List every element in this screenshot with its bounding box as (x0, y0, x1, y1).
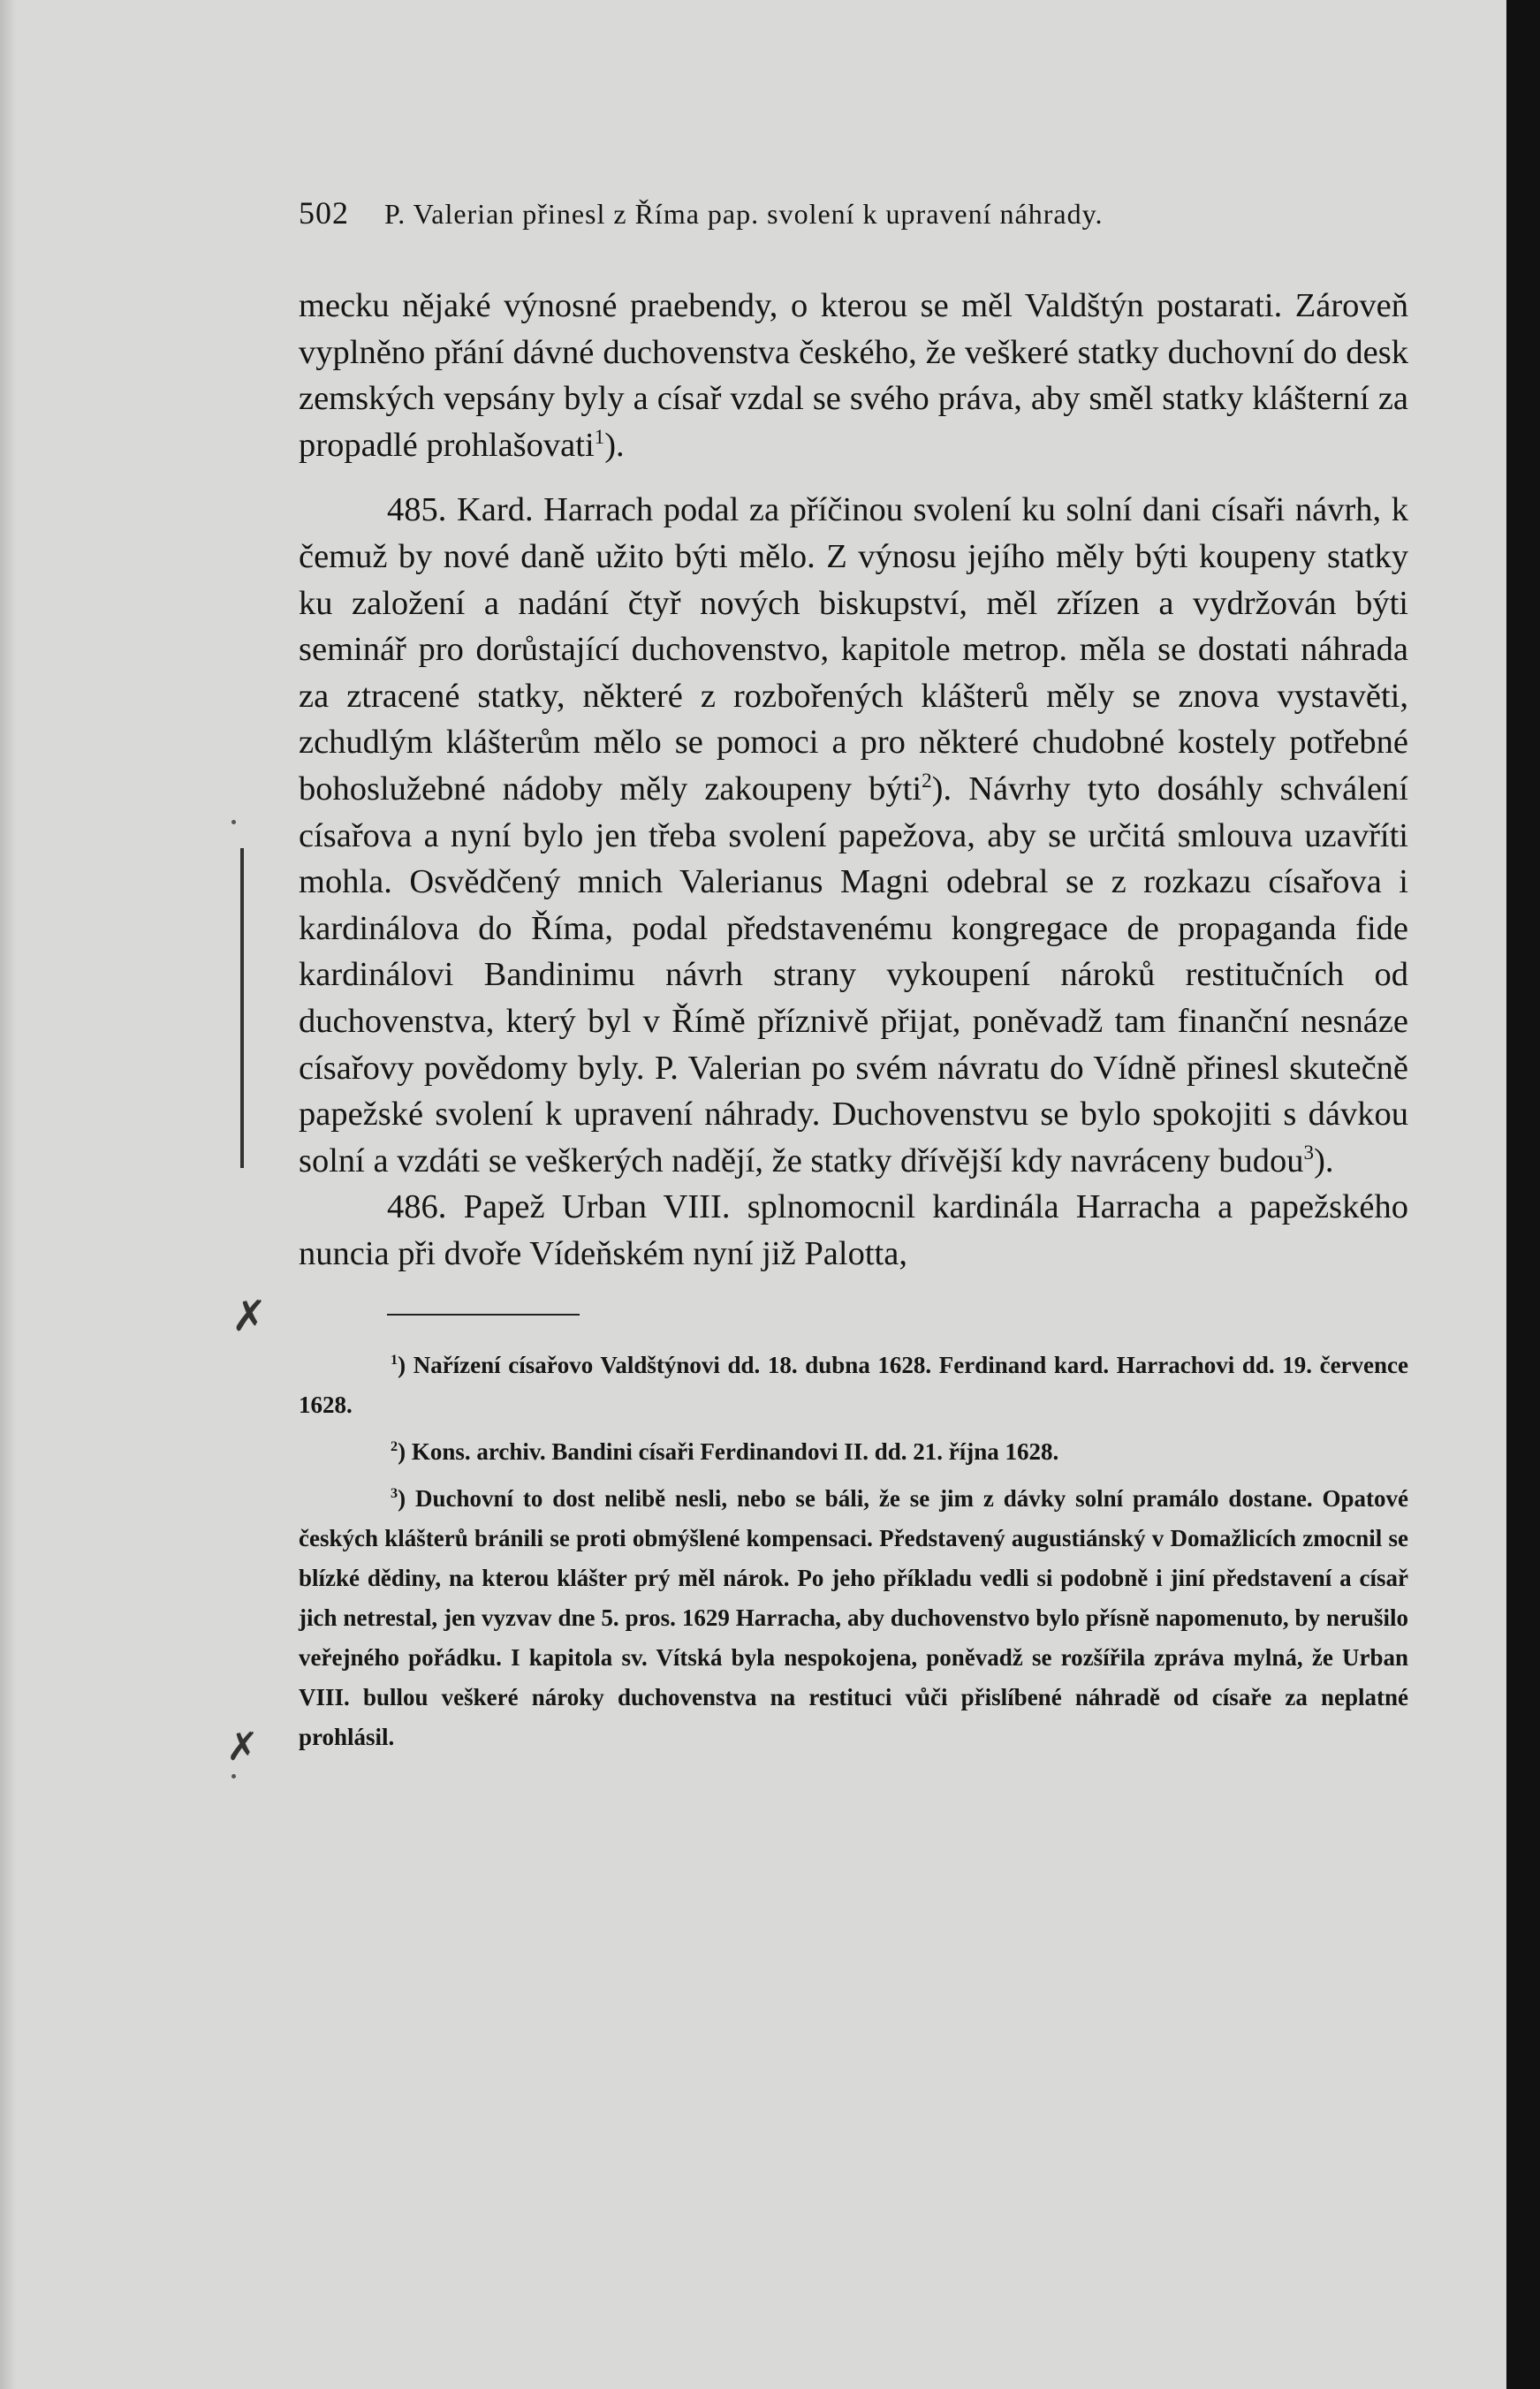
paragraph-text: 485. Kard. Harrach podal za příčinou svolení ku solní dani císaři návrh, k čemuž by nové daně užito býti mělo. Z výnosu jejího měly býti koupeny statky ku založení a nadání čtyř nových biskupství, měl zřízen a vydržován býti seminář pro dorůstající duchovenstvo, kapitole metrop. měla se dostati náhrada za ztracené statky, některé z rozbořených klášterů měly se znova vystavěti, zchudlým klášterům mělo se pomoci a pro některé chudobné kostely potřebné bohoslužebné nádoby měly zakoupeny býti (299, 491, 1408, 808)
closing-punctuation: ). (1314, 1141, 1334, 1179)
scan-border-right (1506, 0, 1540, 2389)
page-content (299, 194, 1408, 1757)
paragraph-text: Návrhy tyto dosáhly schválení císařova a nyní bylo jen třeba svolení papežova, aby se určitá smlouva uzavříti mohla. Osvědčený mnich Valerianus Magni odebral se z rozkazu císařova i kardinálova do Říma, podal představenému kongregace de propaganda fide kardinálovi Bandinimu návrh strany vykoupení nároků restitučních od duchovenstva, který byl v Římě příznivě přijat, poněvadž tam finanční nesnáze císařovy povědomy byly. P. Valerian po svém návratu do Vídně přinesl skutečně papežské svolení k upravení náhrady. Duchovenstvu se bylo spokojiti s dávkou solní a vzdáti se veškerých nadějí, že statky dřívější kdy navráceny budou (299, 770, 1409, 1179)
paragraph-text: mecku nějaké výnosné praebendy, o kterou se měl Valdštýn postarati. Zároveň vyplněno přání dávné duchovenstva českého, že veškeré statky duchovní do desk zemských vepsány byly a císař vzdal se svého práva, aby směl statky klášterní za propadlé prohlašovati (299, 287, 1408, 464)
footnote-2 (299, 1432, 1408, 1472)
margin-cross-mark: ✗ (226, 1725, 259, 1770)
margin-dot (231, 1774, 236, 1778)
footnote-paren: ) (398, 1438, 406, 1466)
running-title: P. Valerian přinesl z Říma pap. svolení k upravení náhrady. (384, 198, 1104, 230)
page-left-edge (0, 0, 16, 2389)
footnote-number: 1 (391, 1352, 398, 1369)
running-header (299, 194, 1408, 244)
body-text (299, 283, 1408, 1277)
footnote-paren: ) (398, 1485, 406, 1513)
margin-pencil-line (240, 848, 244, 1168)
footnote-1 (299, 1346, 1408, 1425)
paragraph-continuation (299, 283, 1408, 468)
footnote-text: Nařízení císařovo Valdštýnovi dd. 18. dubna 1628. Ferdinand kard. Harrachovi dd. 19. července 1628. (299, 1352, 1409, 1419)
paragraph-485 (299, 487, 1408, 1184)
footnotes (299, 1346, 1408, 1757)
footnote-ref: 3 (1303, 1140, 1315, 1164)
footnote-number: 2 (391, 1438, 398, 1455)
closing-punctuation: ). (604, 426, 625, 464)
footnote-paren: ) (398, 1352, 406, 1379)
closing-punctuation: ). (931, 770, 952, 808)
footnote-text: Kons. archiv. Bandini císaři Ferdinandovi II. dd. 21. října 1628. (411, 1438, 1059, 1466)
footnote-ref: 2 (922, 769, 932, 793)
footnote-divider (387, 1314, 580, 1316)
footnote-3 (299, 1479, 1408, 1757)
footnote-number: 3 (391, 1485, 398, 1502)
paragraph-486: 486. Papež Urban VIII. splnomocnil kardinála Harracha a papežského nuncia při dvoře Vídeňském nyní již Palotta, (299, 1188, 1408, 1272)
footnote-ref: 1 (594, 424, 605, 448)
footnote-text: Duchovní to dost nelibě nesli, nebo se báli, že se jim z dávky solní pramálo dostane. Opatové českých klášterů bránili se proti obmýšlené kompensaci. Představený augustiánský v Domažlicích zmocnil se blízké dědiny, na kterou klášter prý měl nárok. Po jeho příkladu vedli si podobně i jiní představení a císař jich netrestal, jen vyzvav dne 5. pros. 1629 Harracha, aby duchovenstvo bylo přísně napomenuto, by nerušilo veřejného pořádku. I kapitola sv. Vítská byla nespokojena, poněvadž se rozšířila zpráva mylná, že Urban VIII. bullou veškeré nároky duchovenstva na restituci vůči přislíbené náhradě od císaře za neplatné prohlásil. (299, 1485, 1408, 1751)
margin-dot (231, 820, 236, 824)
margin-cross-mark: ✗ (231, 1292, 268, 1341)
page-number: 502 (299, 195, 349, 231)
